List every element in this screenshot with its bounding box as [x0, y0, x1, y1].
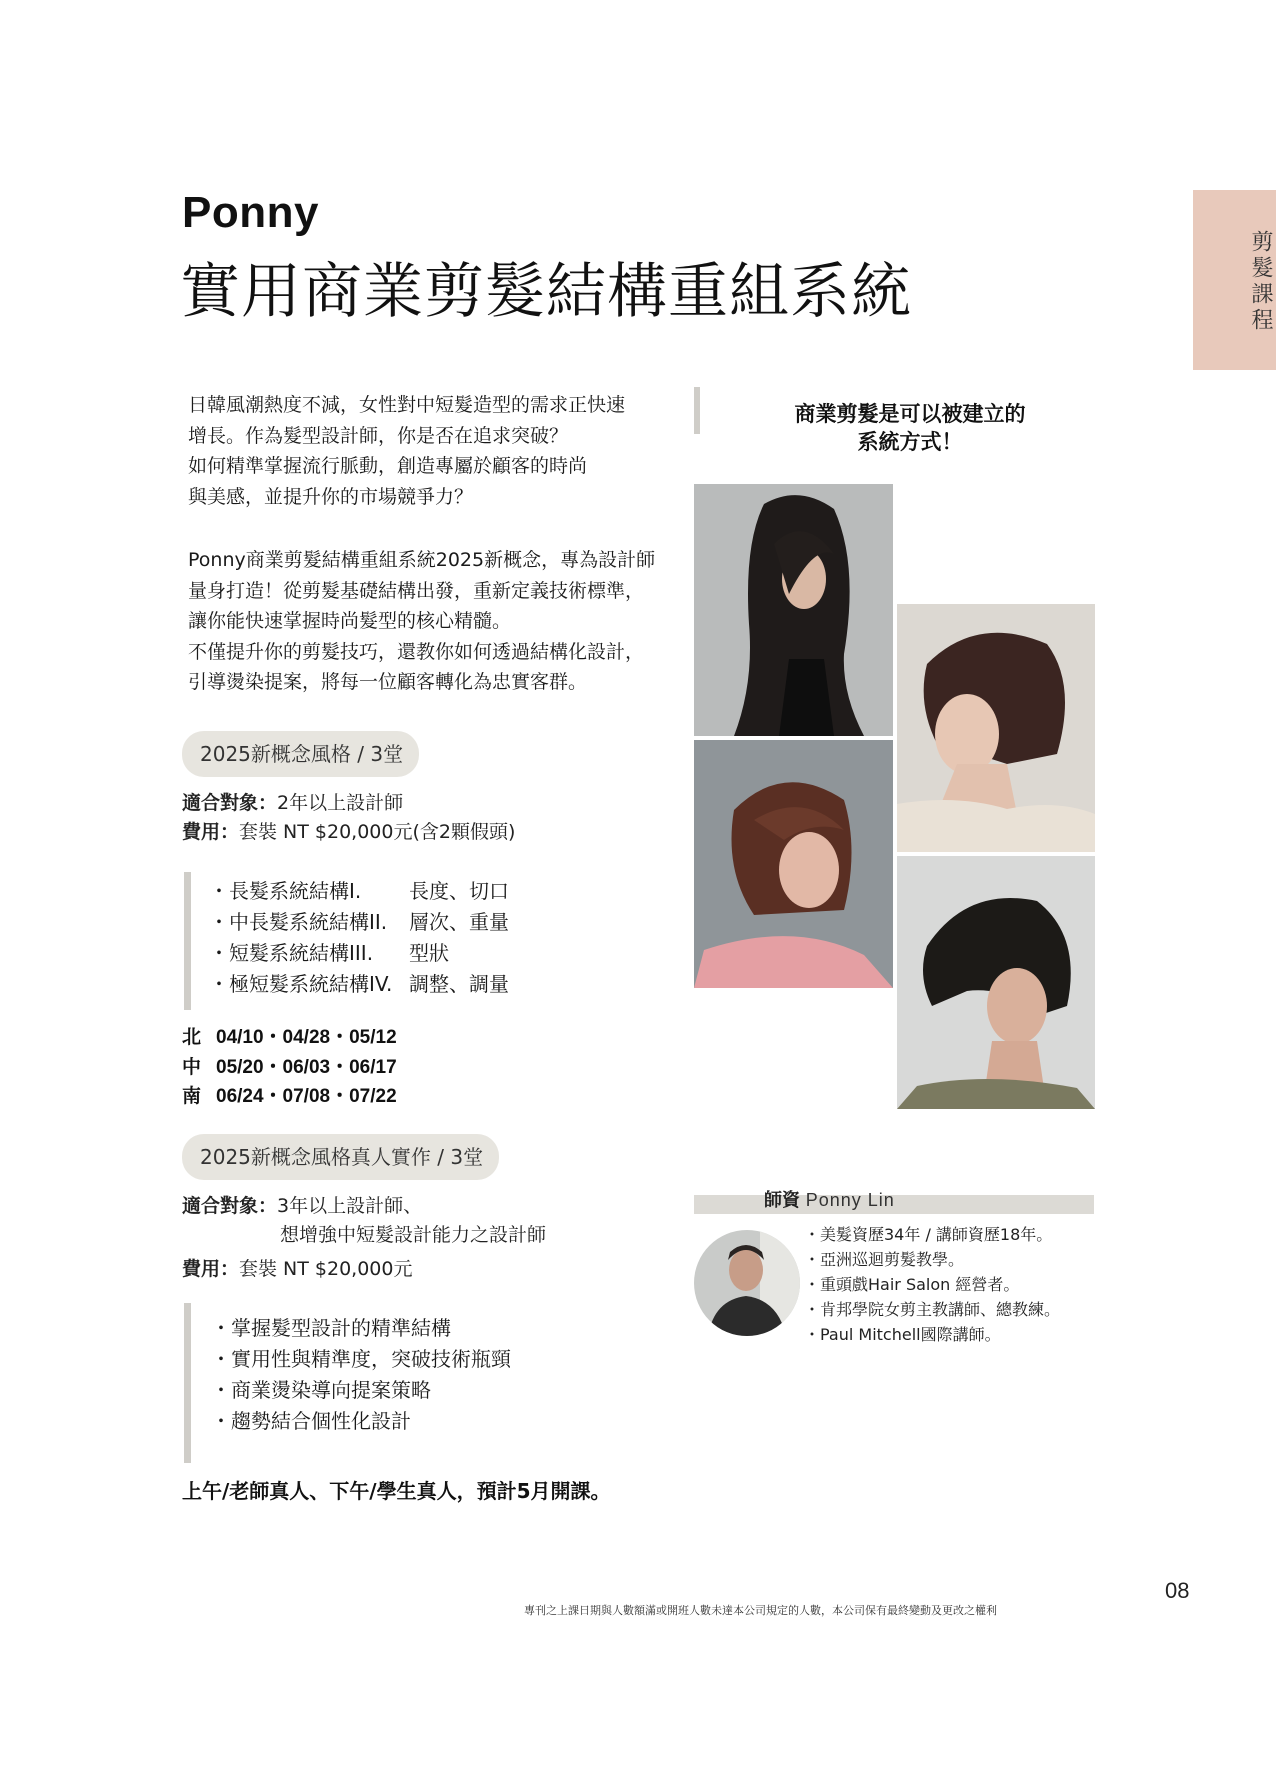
quote-accent-bar	[694, 387, 700, 434]
course1-topic-list	[184, 872, 509, 1010]
intro-line: 不僅提升你的剪髮技巧，還教你如何透過結構化設計，	[188, 640, 645, 663]
class-time-note: 上午/老師真人、下午/學生真人，預計5月開課。	[182, 1479, 611, 1503]
intro-line: 與美感，並提升你的市場競爭力？	[188, 485, 474, 508]
list-item: ・掌握髮型設計的精準結構	[211, 1316, 451, 1340]
fee-value: 套裝 NT $20,000元	[239, 1258, 413, 1280]
list-item: ・商業燙染導向提案策略	[211, 1378, 431, 1402]
topic-detail: 調整、調量	[409, 972, 509, 996]
target-label: 適合對象：	[182, 792, 278, 814]
topic-name: ・長髮系統結構I.	[209, 879, 362, 903]
intro-line: 日韓風潮熱度不減，女性對中短髮造型的需求正快速	[188, 394, 626, 416]
list-item: ・趨勢結合個性化設計	[211, 1409, 411, 1433]
bio-line: ・Paul Mitchell國際講師。	[804, 1325, 1001, 1344]
fee-value: 套裝 NT $20,000元(含2顆假頭)	[239, 821, 516, 843]
tagline-line: 系統方式！	[857, 430, 963, 454]
schedule-dates: 05/20・06/03・06/17	[216, 1056, 397, 1078]
teacher-heading	[764, 1186, 895, 1212]
teacher-bio	[804, 1222, 1060, 1347]
topic-detail: 長度、切口	[409, 879, 509, 903]
intro-paragraph-2	[188, 545, 688, 698]
intro-line: 如何精準掌握流行脈動，創造專屬於顧客的時尚	[188, 455, 588, 477]
teacher-name: Ponny Lin	[805, 1190, 895, 1210]
fee-label: 費用：	[182, 821, 240, 843]
intro-line: 讓你能快速掌握時尚髮型的核心精髓。	[188, 610, 512, 632]
teacher-label: 師資	[764, 1190, 800, 1211]
region-label: 南	[182, 1085, 202, 1107]
hairstyle-photo-bob-front	[694, 740, 893, 988]
hairstyle-photo-long	[694, 484, 893, 736]
target-value: 想增強中短髮設計能力之設計師	[280, 1224, 547, 1246]
page-title: 實用商業剪髮結構重組系統	[180, 257, 912, 327]
schedule-dates: 06/24・07/08・07/22	[216, 1086, 397, 1107]
schedule-dates: 04/10・04/28・05/12	[216, 1027, 397, 1048]
section-tab	[1193, 190, 1276, 370]
teacher-avatar	[694, 1230, 800, 1336]
region-label: 北	[182, 1026, 202, 1048]
course2-pill: 2025新概念風格真人實作 / 3堂	[182, 1134, 499, 1180]
intro-line: 量身打造！從剪髮基礎結構出發，重新定義技術標準，	[188, 579, 645, 602]
brand-name: Ponny	[182, 188, 319, 237]
course1-pill: 2025新概念風格 / 3堂	[182, 731, 419, 777]
list-item	[209, 969, 509, 1000]
course2-info	[182, 1192, 546, 1284]
topic-name: ・中長髮系統結構II.	[209, 910, 388, 934]
hairstyle-photo-bob-side	[897, 604, 1095, 852]
bio-line: ・肯邦學院女剪主教講師、總教練。	[804, 1300, 1061, 1319]
intro-line: 引導燙染提案，將每一位顧客轉化為忠實客群。	[188, 671, 588, 693]
topic-name: ・短髮系統結構III.	[209, 941, 374, 965]
topic-detail: 層次、重量	[409, 910, 509, 934]
hairstyle-photo-pixie	[897, 856, 1095, 1109]
bio-line: ・亞洲巡迴剪髮教學。	[804, 1250, 965, 1269]
intro-line: 增長。作為髮型設計師，你是否在追求突破？	[188, 424, 569, 447]
course2-topic-list	[184, 1303, 511, 1463]
tagline-line: 商業剪髮是可以被建立的	[794, 402, 1026, 426]
fee-label: 費用：	[182, 1258, 240, 1280]
tagline	[720, 400, 1100, 456]
intro-paragraph-1	[188, 390, 688, 512]
list-item	[209, 876, 509, 907]
course1-schedule	[182, 1023, 397, 1112]
topic-name: ・極短髮系統結構IV.	[209, 972, 393, 996]
list-item: ・實用性與精準度，突破技術瓶頸	[211, 1347, 511, 1371]
course1-info	[182, 789, 515, 847]
page-number: 08	[1165, 1578, 1190, 1603]
target-value: 2年以上設計師	[277, 792, 404, 814]
region-label: 中	[182, 1055, 202, 1078]
bio-line: ・重頭戲Hair Salon 經營者。	[804, 1275, 1020, 1294]
list-item	[209, 938, 509, 969]
target-label: 適合對象：	[182, 1195, 278, 1217]
list-item	[209, 907, 509, 938]
topic-detail: 型狀	[409, 941, 449, 965]
disclaimer: 專刊之上課日期與人數額滿或開班人數未達本公司規定的人數，本公司保有最終變動及更改之權利	[524, 1604, 997, 1617]
bio-line: ・美髮資歷34年 / 講師資歷18年。	[804, 1225, 1053, 1244]
target-value: 3年以上設計師、	[277, 1195, 423, 1217]
intro-line: Ponny商業剪髮結構重組系統2025新概念，專為設計師	[188, 549, 656, 571]
section-tab-label: 剪髮課程	[1248, 230, 1273, 334]
